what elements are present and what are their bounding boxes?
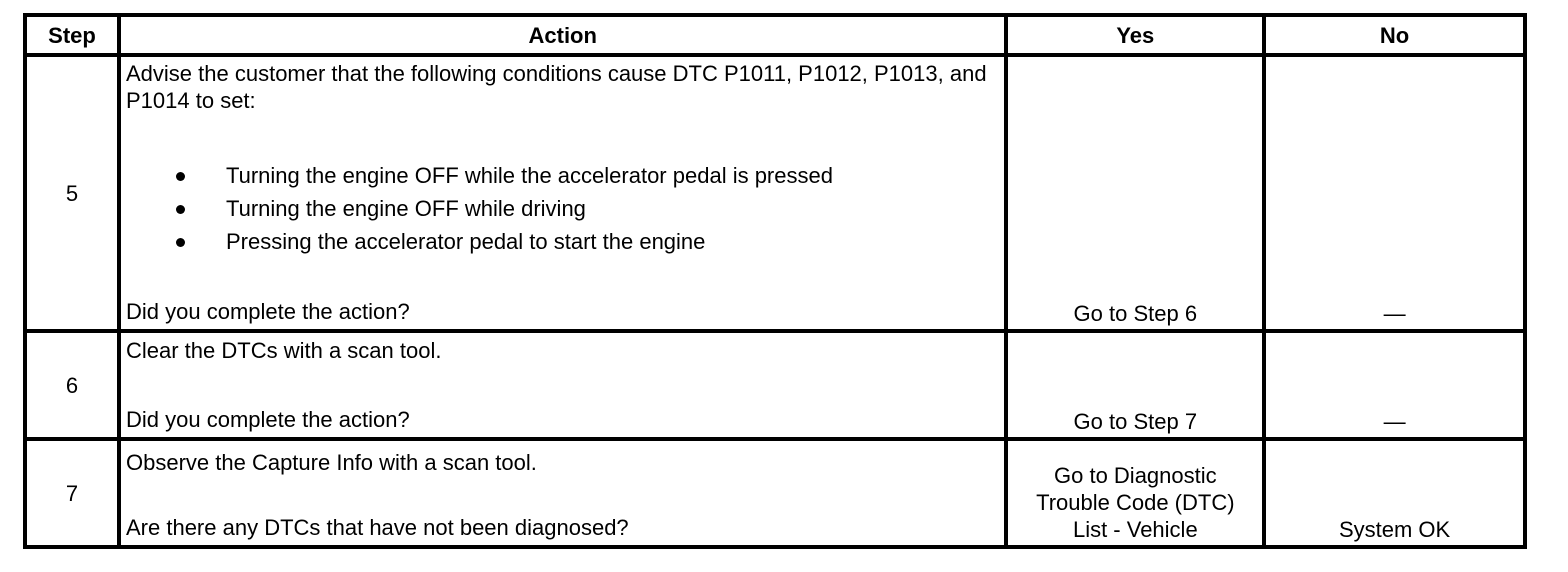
yes-result-line: List - Vehicle [1072,517,1198,542]
step-number: 5 [25,55,119,331]
no-result: — [1383,409,1406,434]
diagnostic-table [23,13,1527,549]
bullet-icon [176,238,185,247]
list-item-text: Pressing the accelerator pedal to start the engine [226,229,706,254]
table-row [25,331,1525,439]
list-item [126,192,998,225]
yes-cell [1006,331,1264,439]
no-cell [1264,439,1525,547]
condition-list [126,159,998,258]
no-cell [1264,55,1525,331]
header-step: Step [25,15,119,55]
yes-cell [1006,55,1264,331]
action-intro: Observe the Capture Info with a scan tool. [126,450,537,475]
action-intro: Advise the customer that the following conditions cause DTC P1011, P1012, P1013, and P1014 to set: [126,61,987,113]
step-number: 6 [25,331,119,439]
bullet-icon [176,172,185,181]
no-result: System OK [1338,517,1451,542]
header-row [25,15,1525,55]
header-no: No [1264,15,1525,55]
list-item-text: Turning the engine OFF while driving [226,196,586,221]
no-result: — [1383,301,1406,326]
list-item-text: Turning the engine OFF while the accelerator pedal is pressed [226,163,833,188]
yes-result-line: Go to Diagnostic [1054,463,1217,488]
yes-result: Go to Step 7 [1073,409,1198,434]
action-cell [119,55,1006,331]
bullet-icon [176,205,185,214]
action-question: Are there any DTCs that have not been diagnosed? [126,515,629,540]
action-cell [119,331,1006,439]
list-item [126,225,998,258]
yes-result-line: Trouble Code (DTC) [1036,490,1235,515]
table-row [25,439,1525,547]
header-action: Action [119,15,1006,55]
action-intro: Clear the DTCs with a scan tool. [126,338,442,363]
step-number: 7 [25,439,119,547]
yes-cell [1006,439,1264,547]
no-cell [1264,331,1525,439]
yes-result: Go to Step 6 [1073,301,1198,326]
action-question: Did you complete the action? [126,407,410,432]
list-item [126,159,998,192]
action-question: Did you complete the action? [126,299,410,324]
action-cell [119,439,1006,547]
header-yes: Yes [1006,15,1264,55]
table-row [25,55,1525,331]
